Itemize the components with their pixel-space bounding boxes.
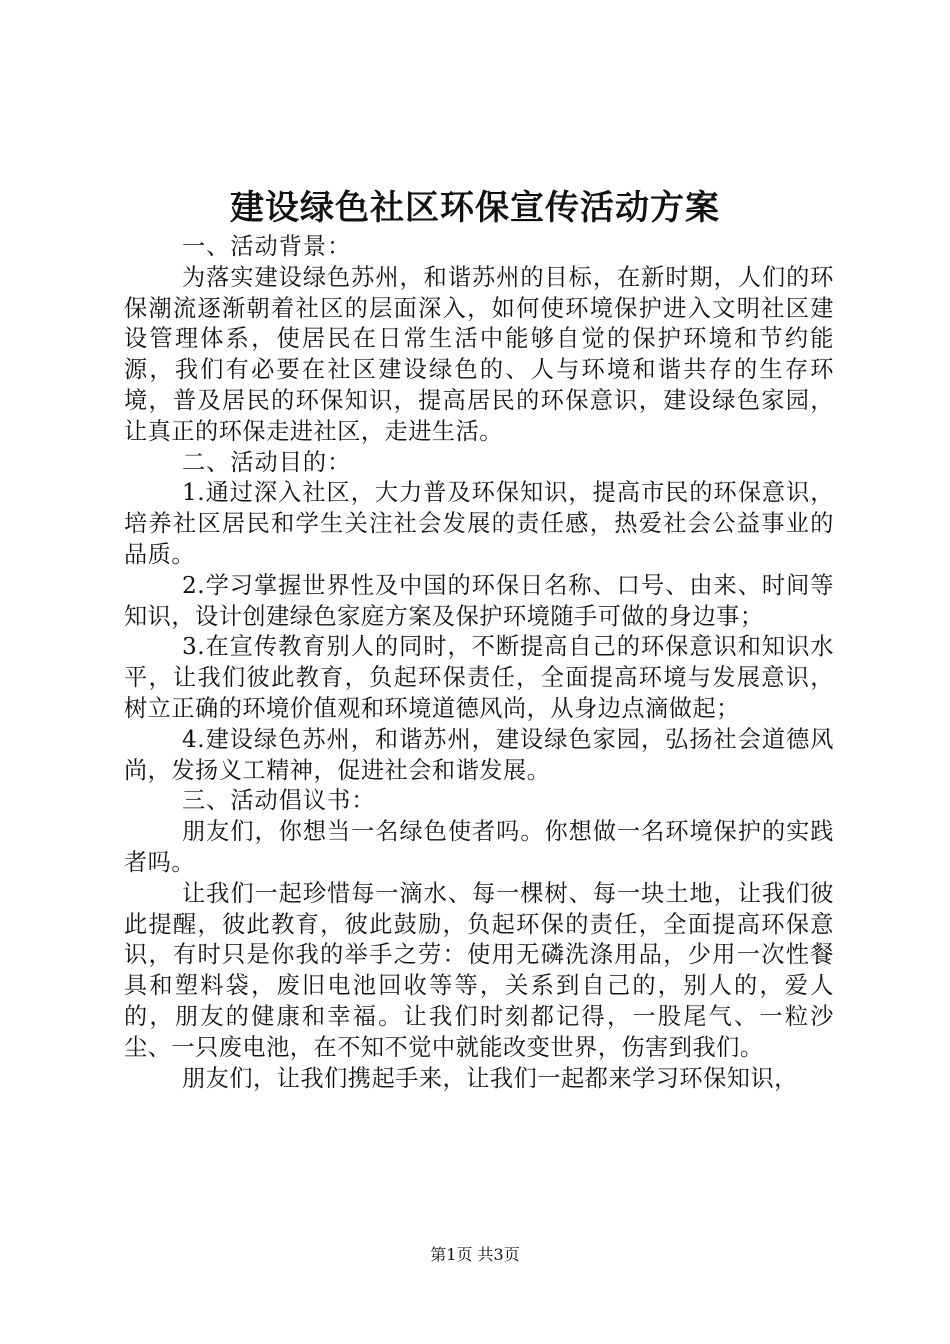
paragraph-proposal-3: 朋友们，让我们携起手来，让我们一起都来学习环保知识， — [182, 1064, 798, 1092]
paragraph-background: 为落实建设绿色苏州，和谐苏州的目标，在新时期，人们的环保潮流逐渐朝着社区的层面深入，如何使环境保护进入文明社区建设管理体系，使居民在日常生活中能够自觉的保护环境和节约能源，我们有必要在社区建设绿色的、人与环境和谐共存的生存环境，普及居民的环保知识，提高居民的环保意识，建设绿色家园，让真正的环保走进社区，走进生活。 — [124, 263, 834, 445]
section-heading-proposal: 三、活动倡议书： — [182, 787, 376, 815]
section-heading-purpose: 二、活动目的： — [182, 448, 352, 476]
document-title: 建设绿色社区环保宣传活动方案 — [230, 188, 720, 228]
paragraph-purpose-3: 3.在宣传教育别人的同时，不断提高自己的环保意识和知识水平，让我们彼此教育，负起环保责任，全面提高环境与发展意识，树立正确的环境价值观和环境道德风尚，从身边点滴做起； — [124, 633, 834, 722]
paragraph-purpose-4: 4.建设绿色苏州，和谐苏州，建设绿色家园，弘扬社会道德风尚，发扬义工精神，促进社会和谐发展。 — [124, 725, 834, 784]
page-footer: 第1页 共3页 — [430, 1245, 520, 1264]
section-heading-background: 一、活动背景： — [182, 233, 352, 260]
paragraph-proposal-2: 让我们一起珍惜每一滴水、每一棵树、每一块土地，让我们彼此提醒，彼此教育，彼此鼓励，负起环保的责任，全面提高环保意识，有时只是你我的举手之劳：使用无磷洗涤用品，少用一次性餐具和塑料袋，废旧电池回收等等，关系到自己的，别人的，爱人的，朋友的健康和幸福。让我们时刻都记得，一股尾气、一粒沙尘、一只废电池，在不知不觉中就能改变世界，伤害到我们。 — [124, 879, 834, 1061]
document-body — [124, 232, 834, 1094]
paragraph-purpose-1: 1.通过深入社区，大力普及环保知识，提高市民的环保意识，培养社区居民和学生关注社会发展的责任感，热爱社会公益事业的品质。 — [124, 479, 834, 568]
paragraph-purpose-2: 2.学习掌握世界性及中国的环保日名称、口号、由来、时间等知识，设计创建绿色家庭方案及保护环境随手可做的身边事； — [124, 571, 834, 630]
paragraph-proposal-1: 朋友们，你想当一名绿色使者吗。你想做一名环境保护的实践者吗。 — [124, 818, 834, 876]
